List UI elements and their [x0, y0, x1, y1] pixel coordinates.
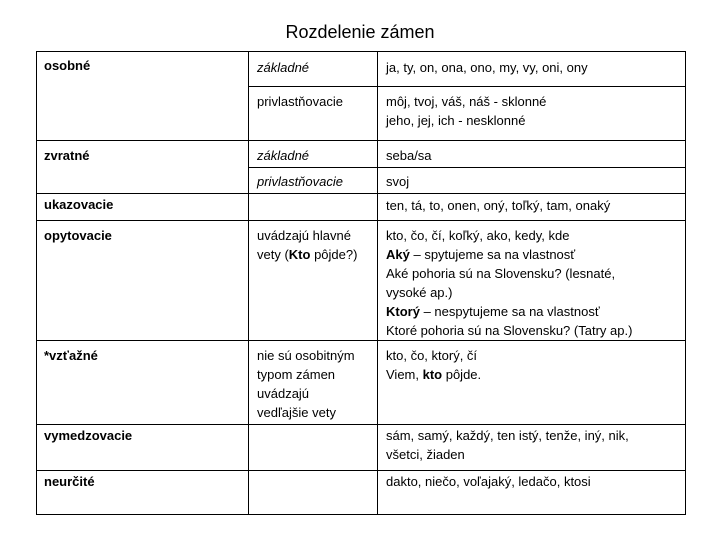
row-divider	[37, 193, 685, 194]
examples-neurcite: dakto, niečo, voľajaký, ledačo, ktosi	[386, 474, 591, 489]
row-divider	[248, 167, 685, 168]
category-neurcite: neurčité	[44, 474, 95, 489]
row-divider	[37, 140, 685, 141]
row-divider	[37, 340, 685, 341]
subtype-zakladne: základné	[257, 60, 310, 75]
subtype-privlastnovacie: privlastňovacie	[257, 174, 343, 189]
category-opytovacie: opytovacie	[44, 228, 112, 243]
row-divider	[248, 86, 685, 87]
examples-vymedzovacie: sám, samý, každý, ten istý, tenže, iný, nik, všetci, žiaden	[386, 428, 629, 462]
subtype-zakladne: základné	[257, 148, 310, 163]
row-divider	[37, 470, 685, 471]
row-divider	[37, 424, 685, 425]
examples-osobne-zakladne: ja, ty, on, ona, ono, my, vy, oni, ony	[386, 60, 588, 75]
pronoun-table	[36, 51, 686, 515]
examples-vztazne: kto, čo, ktorý, čí Viem, kto pôjde.	[386, 348, 482, 382]
column-divider	[377, 52, 378, 514]
examples-opytovacie: kto, čo, čí, koľký, ako, kedy, kde Aký – spytujeme sa na vlastnosť Aké pohoria sú na Slovensku? (lesnaté, vysoké ap.) Ktorý – nespytujeme sa na vlastnosť Ktoré pohoria sú na Slovensku? (Tatry ap.)	[386, 228, 633, 338]
note-vztazne: nie sú osobitným typom zámen uvádzajú vedľajšie vety	[257, 348, 355, 420]
category-vztazne: *vzťažné	[44, 348, 98, 363]
page-title: Rozdelenie zámen	[285, 22, 435, 42]
subtype-privlastnovacie: privlastňovacie	[257, 94, 343, 109]
examples-ukazovacie: ten, tá, to, onen, oný, toľký, tam, onaký	[386, 198, 611, 213]
examples-zvratne-privlastnovacie: svoj	[386, 174, 410, 189]
row-divider	[37, 220, 685, 221]
category-osobne: osobné	[44, 58, 91, 73]
examples-zvratne-zakladne: seba/sa	[386, 148, 432, 163]
note-opytovacie: uvádzajú hlavné vety (Kto pôjde?)	[257, 228, 358, 262]
column-divider	[248, 52, 249, 514]
category-zvratne: zvratné	[44, 148, 90, 163]
examples-osobne-privlastnovacie: môj, tvoj, váš, náš - sklonné jeho, jej, ich - nesklonné	[386, 94, 547, 128]
category-ukazovacie: ukazovacie	[44, 197, 114, 212]
category-vymedzovacie: vymedzovacie	[44, 428, 133, 443]
